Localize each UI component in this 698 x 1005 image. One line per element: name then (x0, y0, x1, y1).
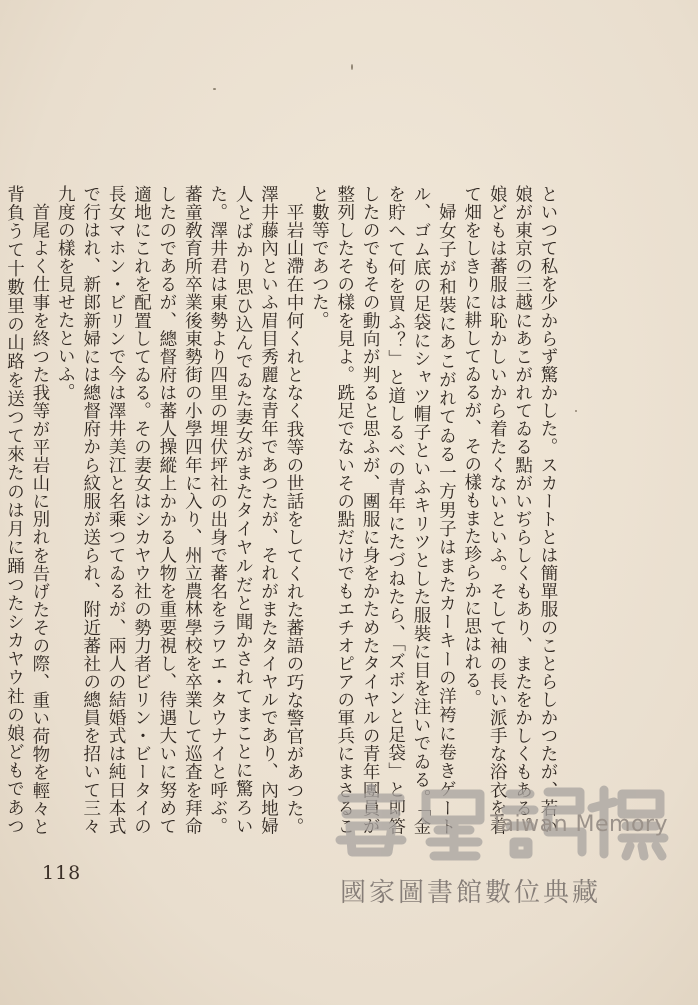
paper-speck (213, 88, 216, 90)
watermark-english-text: Taiwan Memory (490, 812, 668, 837)
page-number: 118 (42, 862, 82, 884)
paper-speck (351, 64, 353, 70)
paper-speck (575, 410, 577, 412)
paragraph-4: 首尾よく仕事を終つた我等が平岩山に別れを告げたその際、重い荷物を輕々と背負うて十數里の山路を送つて來たのは月に踊つたシカヤウ社の娘どもであつ (4, 185, 50, 836)
vertical-body-text (4, 185, 560, 836)
paragraph-1: といつて私を少からず驚かした。スカートとは簡單服のことらしかつたが、若い娘が東京の三越にあこがれてゐる點がいぢらしくもあり、またをかしくもある。娘どもは蕃服は恥かしいから着たくないといふ。そして袖の長い派手な浴衣を着て畑をしきりに耕してゐるが、その樣もまた珍らかに思はれる。 (461, 185, 558, 835)
paragraph-3: 平岩山滯在中何くれとなく我等の世話をしてくれた蕃語の巧な警官があつた。澤井藤內といふ眉目秀麗な青年であつたが、それがまたタイヤルであり、內地婦人とばかり思ひ込んでゐた妻女がまたタイヤルだと聞かされてまことに驚ろいた。澤井君は東勢より四里の埋伏坪社の出身で蕃名をラワエ・タウナイと呼ぶ。蕃童敎育所卒業後東勢街の小學四年に入り、州立農林學校を卒業して巡査を拜命したのであるが、總督府は蕃人操縱上かかる人物を重要視し、待遇大いに努めて適地にこれを配置してゐる。その妻女はシカヤウ社の勢力者ビリン・ビータイの長女マホン・ビリンで今は澤井美江と名乘つてゐるが、兩人の結婚式は純日本式で行はれ、新郎新婦には總督府から紋服が送られ、附近蕃社の總員を招いて三々九度の樣を見せたといふ。 (55, 185, 304, 835)
watermark-library-text: 國家圖書館數位典藏 (340, 878, 602, 908)
paragraph-2: 婦女子が和裝にあこがれてゐる一方男子はまたカーキーの洋袴に卷きゲートル、ゴム底の足袋にシャツ帽子といふキリツとした服裝に目を注いでゐる。「金を貯へて何を買ふ？」と道しるべの青年にたづねたら、「ズボンと足袋」と即答したのでもその動向が判ると思ふが、團服に身をかためたタイヤルの青年團員が整列したその樣を見よ。跣足でないその點だけでもエチオピアの軍兵にまさること數等であつた。 (309, 185, 457, 835)
